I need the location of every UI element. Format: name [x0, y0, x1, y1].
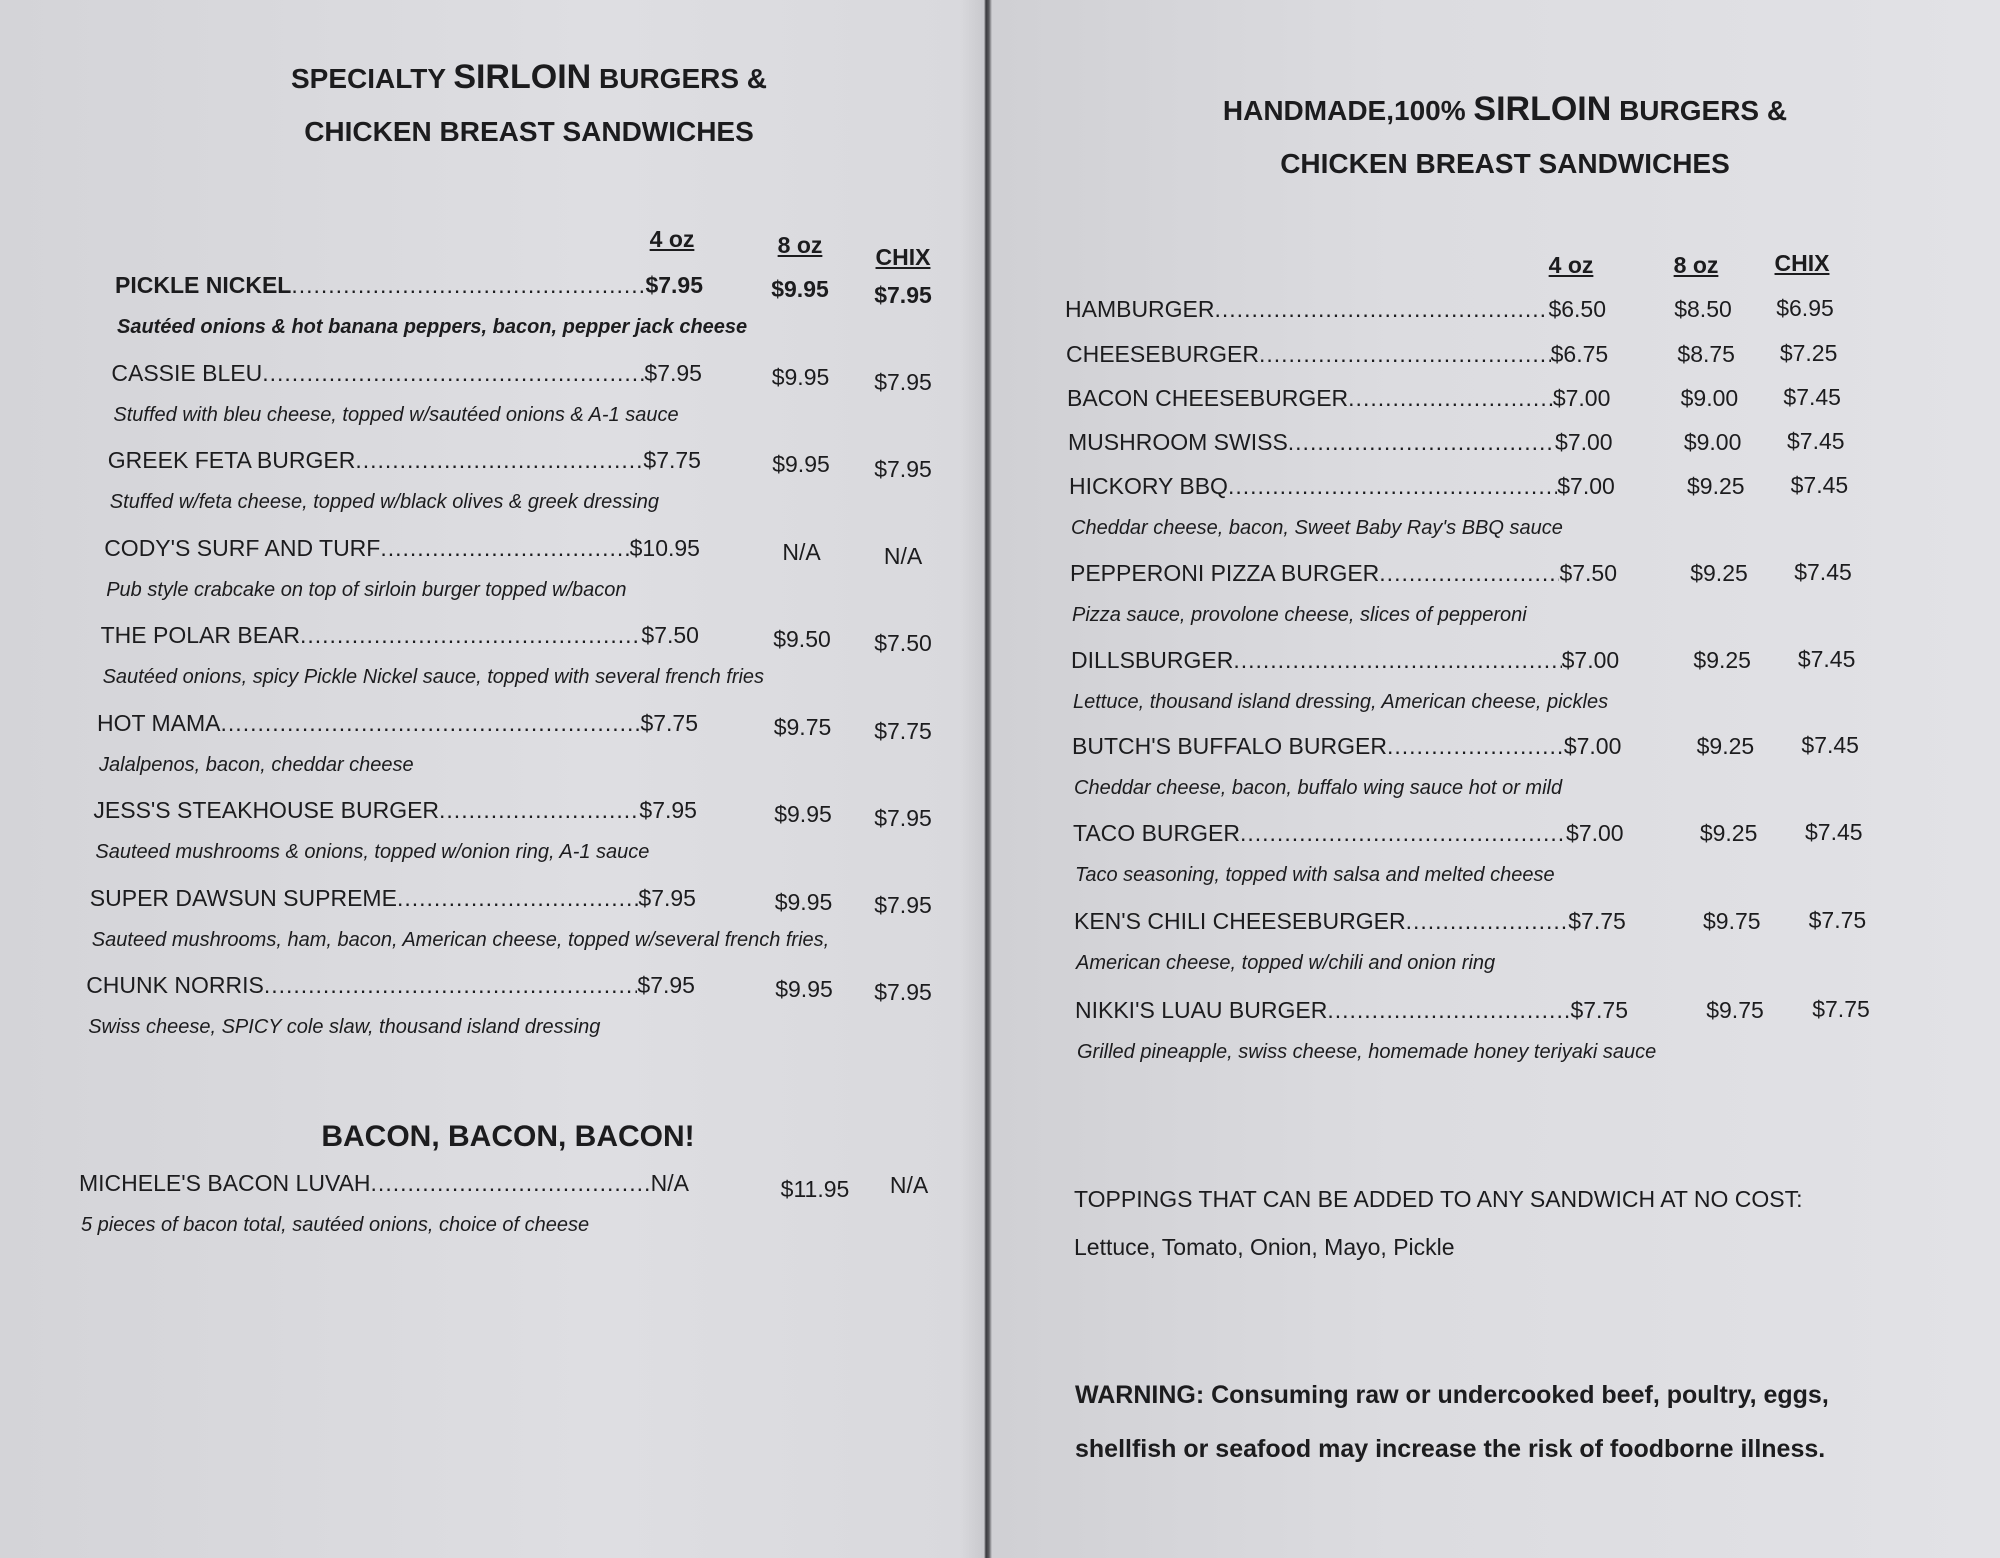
dotted-leader [380, 535, 629, 562]
price-4oz: $7.95 [644, 359, 702, 386]
dotted-leader [1348, 385, 1553, 412]
title-sirloin: SIRLOIN [453, 58, 592, 96]
menu-item-name: TACO BURGER [1073, 820, 1240, 846]
price-4oz: $7.75 [1570, 997, 1628, 1023]
price-8oz: $9.75 [1703, 908, 1761, 934]
menu-item-description: Sauteed mushrooms & onions, topped w/onion ring, A-1 sauce [95, 841, 650, 863]
price-4oz: $7.95 [638, 884, 696, 911]
menu-item-name: PEPPERONI PIZZA BURGER [1070, 560, 1380, 586]
menu-item-description: Sauteed mushrooms, ham, bacon, American cheese, topped w/several french fries, [91, 928, 830, 951]
warning-line1: WARNING: Consuming raw or undercooked beef, poultry, eggs, [1075, 1381, 1829, 1409]
left-title-line2: CHICKEN BREAST SANDWICHES [304, 116, 754, 147]
menu-item-name: CHUNK NORRIS [86, 972, 264, 998]
menu-item-description: Sautéed onions, spicy Pickle Nickel sauce, topped with several french fries [102, 666, 765, 688]
menu-item-row [1075, 997, 1628, 1024]
menu-item-name: BUTCH'S BUFFALO BURGER [1072, 733, 1387, 759]
dotted-leader [1327, 997, 1570, 1024]
price-chix: $7.45 [1787, 428, 1845, 454]
title-sirloin: SIRLOIN [1473, 90, 1612, 128]
menu-item-description: 5 pieces of bacon total, sautéed onions, choice of cheese [81, 1214, 590, 1236]
dotted-leader [1259, 341, 1551, 368]
price-chix: $7.75 [874, 717, 932, 744]
menu-item-description: Grilled pineapple, swiss cheese, homemade honey teriyaki sauce [1077, 1041, 1657, 1063]
menu-item-description: Pub style crabcake on top of sirloin burger topped w/bacon [106, 578, 627, 601]
menu-item-row [1069, 473, 1615, 500]
col-header-8oz: 8 oz [777, 232, 823, 258]
price-4oz: $7.75 [640, 709, 698, 736]
price-8oz: $9.95 [772, 451, 830, 477]
price-8oz: $9.50 [773, 626, 831, 652]
menu-item-row [79, 1170, 689, 1197]
price-8oz: $9.25 [1693, 647, 1751, 673]
dotted-leader [439, 797, 639, 824]
dotted-leader [355, 447, 643, 474]
menu-item-description: Cheddar cheese, bacon, buffalo wing sauce hot or mild [1074, 777, 1563, 799]
menu-item-name: SUPER DAWSUN SUPREME [89, 884, 397, 911]
title-text: SPECIALTY [290, 63, 454, 94]
price-chix: $7.45 [1790, 472, 1849, 498]
price-chix: $6.95 [1776, 295, 1834, 321]
price-chix: $7.95 [874, 978, 932, 1005]
menu-item-description: Pizza sauce, provolone cheese, slices of pepperoni [1072, 604, 1527, 626]
col-header-8oz: 8 oz [1673, 252, 1719, 278]
price-4oz: $7.00 [1561, 647, 1620, 673]
price-chix: $7.50 [874, 630, 932, 657]
price-4oz: $7.95 [639, 797, 697, 823]
price-chix: $7.95 [874, 891, 932, 918]
menu-item-row [97, 710, 698, 737]
price-4oz: $7.00 [1555, 429, 1613, 455]
price-8oz: $9.25 [1696, 733, 1755, 759]
menu-item-description: Swiss cheese, SPICY cole slaw, thousand island dressing [88, 1016, 601, 1038]
menu-item-row [1071, 647, 1619, 674]
menu-item-name: JESS'S STEAKHOUSE BURGER [93, 797, 440, 823]
price-4oz: $7.75 [643, 447, 701, 473]
price-4oz: $7.00 [1557, 473, 1615, 499]
price-4oz: N/A [650, 1170, 689, 1196]
price-8oz: $9.75 [1706, 997, 1764, 1023]
menu-item-name: DILLSBURGER [1071, 647, 1234, 673]
col-header-4oz: 4 oz [649, 226, 695, 252]
menu-item-row [1073, 820, 1624, 847]
price-8oz: $8.75 [1677, 341, 1735, 367]
price-chix: $7.95 [874, 282, 932, 308]
dotted-leader [291, 272, 645, 299]
price-8oz: $9.95 [774, 888, 833, 915]
menu-item-name: MUSHROOM SWISS [1068, 429, 1288, 455]
price-chix: $7.75 [1812, 996, 1870, 1022]
price-4oz: $6.75 [1550, 341, 1609, 367]
price-4oz: $7.95 [645, 272, 703, 298]
menu-item-row [111, 360, 702, 387]
dotted-leader [1288, 429, 1555, 456]
price-8oz: $9.25 [1690, 560, 1748, 586]
price-8oz: N/A [782, 538, 821, 565]
menu-item-name: HICKORY BBQ [1069, 473, 1228, 499]
menu-item-description: Taco seasoning, topped with salsa and melted cheese [1075, 864, 1555, 886]
price-8oz: $8.50 [1674, 296, 1732, 322]
price-4oz: $7.00 [1552, 385, 1611, 411]
price-chix: $7.45 [1794, 559, 1852, 585]
menu-item-row [1074, 908, 1626, 935]
price-4oz: $7.50 [641, 622, 699, 648]
menu-item-row [1068, 429, 1613, 456]
price-8oz: $11.95 [780, 1176, 850, 1202]
menu-item-description: Jalalpenos, bacon, cheddar cheese [99, 753, 414, 776]
toppings-list: Lettuce, Tomato, Onion, Mayo, Pickle [1074, 1234, 1455, 1260]
price-chix: $7.95 [874, 456, 932, 483]
price-8oz: $9.95 [775, 976, 833, 1002]
menu-item-row [1065, 296, 1606, 323]
menu-item-name: CODY'S SURF AND TURF [104, 534, 381, 561]
menu-item-name: THE POLAR BEAR [100, 622, 300, 648]
menu-item-description: Sautéed onions & hot banana peppers, bacon, pepper jack cheese [117, 316, 748, 338]
dotted-leader [1215, 296, 1549, 323]
menu-item-row [115, 272, 703, 299]
price-chix: $7.45 [1797, 646, 1856, 672]
menu-item-name: CHEESEBURGER [1066, 341, 1259, 367]
price-8oz: $9.25 [1699, 820, 1758, 846]
menu-item-name: HOT MAMA [97, 709, 221, 736]
col-header-4oz: 4 oz [1548, 252, 1594, 278]
menu-item-name: CASSIE BLEU [111, 359, 263, 386]
right-title-line1 [1223, 90, 1787, 129]
menu-item-name: HAMBURGER [1065, 296, 1215, 322]
price-4oz: $7.00 [1563, 733, 1622, 759]
price-chix: $7.95 [874, 804, 932, 831]
price-chix: N/A [889, 1172, 929, 1198]
price-chix: N/A [883, 543, 923, 570]
col-header-chix: CHIX [1774, 250, 1830, 276]
menu-item-description: Cheddar cheese, bacon, Sweet Baby Ray's BBQ sauce [1071, 517, 1563, 539]
title-text: BURGERS & [1611, 95, 1788, 126]
dotted-leader [262, 360, 644, 387]
menu-item-description: Stuffed w/feta cheese, topped w/black olives & greek dressing [109, 491, 659, 513]
menu-item-row [1066, 341, 1608, 368]
menu-item-row [1072, 733, 1621, 760]
warning-line2: shellfish or seafood may increase the risk of foodborne illness. [1075, 1435, 1826, 1463]
right-title-line2: CHICKEN BREAST SANDWICHES [1280, 148, 1730, 179]
price-chix: $7.25 [1779, 340, 1838, 366]
menu-item-row [86, 972, 695, 999]
dotted-leader [1233, 647, 1561, 674]
price-chix: $7.45 [1783, 384, 1841, 410]
menu-item-name: GREEK FETA BURGER [107, 447, 356, 473]
toppings-heading: TOPPINGS THAT CAN BE ADDED TO ANY SANDWICH AT NO COST: [1074, 1186, 1803, 1212]
price-8oz: $9.25 [1687, 473, 1745, 499]
dotted-leader [397, 885, 638, 912]
dotted-leader [300, 622, 641, 649]
menu-item-name: NIKKI'S LUAU BURGER [1075, 997, 1328, 1023]
menu-item-name: BACON CHEESEBURGER [1067, 385, 1349, 411]
price-4oz: $7.95 [637, 972, 695, 998]
dotted-leader [1406, 908, 1569, 935]
price-8oz: $9.75 [773, 713, 832, 740]
price-chix: $7.75 [1808, 907, 1867, 933]
menu-item-name: MICHELE'S BACON LUVAH [79, 1170, 371, 1196]
price-chix: $7.45 [1801, 732, 1859, 758]
price-8oz: $9.95 [771, 276, 829, 302]
dotted-leader [1240, 820, 1566, 847]
menu-item-row [101, 622, 699, 649]
menu-item-row [108, 447, 701, 474]
price-4oz: $7.00 [1566, 820, 1624, 846]
bacon-section-heading: BACON, BACON, BACON! [321, 1120, 695, 1153]
price-8oz: $9.00 [1683, 429, 1742, 455]
menu-item-description: Lettuce, thousand island dressing, American cheese, pickles [1073, 691, 1609, 713]
dotted-leader [221, 710, 641, 737]
price-4oz: $7.50 [1559, 560, 1617, 586]
dotted-leader [1379, 560, 1559, 587]
price-chix: $7.45 [1805, 819, 1863, 845]
left-title-line1 [291, 58, 767, 97]
price-8oz: $9.95 [771, 363, 830, 390]
menu-item-row [104, 535, 700, 562]
dotted-leader [1228, 473, 1557, 500]
menu-item-row [93, 797, 697, 824]
dotted-leader [1387, 733, 1564, 760]
menu-item-row [1070, 560, 1617, 587]
title-text: HANDMADE,100% [1222, 95, 1474, 126]
col-header-chix: CHIX [875, 244, 931, 270]
price-8oz: $9.00 [1680, 385, 1739, 411]
menu-item-row [1067, 385, 1610, 412]
title-text: BURGERS & [591, 63, 768, 94]
price-4oz: $10.95 [629, 534, 700, 561]
price-8oz: $9.95 [774, 801, 832, 827]
menu-item-name: KEN'S CHILI CHEESEBURGER [1074, 908, 1406, 934]
menu-item-description: Stuffed with bleu cheese, topped w/sautéed onions & A-1 sauce [113, 403, 679, 426]
menu-item-description: American cheese, topped w/chili and onion ring [1076, 952, 1496, 974]
price-4oz: $7.75 [1568, 908, 1626, 934]
menu-item-row [90, 885, 696, 912]
menu-item-name: PICKLE NICKEL [115, 272, 292, 298]
price-4oz: $6.50 [1548, 296, 1606, 322]
price-chix: $7.95 [874, 369, 932, 396]
dotted-leader [371, 1170, 651, 1197]
dotted-leader [264, 972, 638, 999]
